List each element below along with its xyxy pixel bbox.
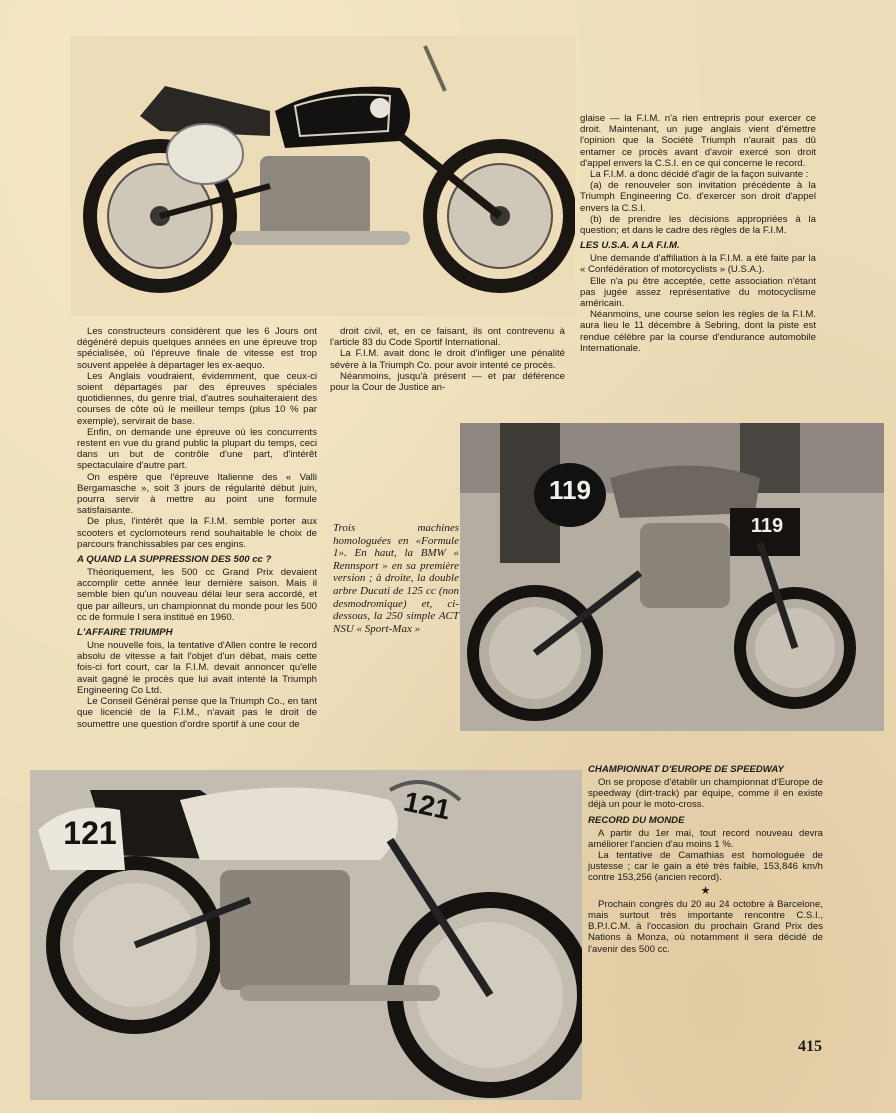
paragraph: Théoriquement, les 500 cc Grand Prix devaient accomplir cette année leur dernière saison. Mais il semble bien qu'un nouveau délai leur sera accordé, et que par ailleurs, un championnat du monde pour les 500 cc de formule I sera institué en 1960. bbox=[77, 567, 318, 623]
paragraph: La F.I.M. a donc décidé d'agir de la façon suivante : bbox=[590, 169, 809, 181]
paragraph: On espère que l'épreuve Italienne des « Valli Bergamasche », soit 3 jours de régularité début juin, pourra servir à mettre au point une formule satisfaisante. bbox=[77, 471, 317, 517]
paragraph: La tentative de Camathias est homologuée de justesse ; car le gain a été très faible, 153,846 km/h contre 153,256 (ancien record). bbox=[588, 850, 823, 884]
paragraph: droit civil, et, en ce faisant, ils ont contrevenu à l'article 83 du Code Sportif International. bbox=[330, 326, 565, 349]
paragraph: La F.I.M. avait donc le droit d'infliger une pénalité sévère à la Triumph Co. pour avoir intenté ce procès. bbox=[330, 348, 565, 371]
right-text-column bbox=[580, 113, 816, 354]
paragraph: Enfin, on demande une épreuve où les concurrents restent en vue du grand public la plupart du temps, ceci dans un but de contrôle d'une part, d'intérêt spectaculaire d'autre part. bbox=[77, 426, 317, 472]
left-text-column bbox=[77, 326, 317, 730]
motorcycle-illustration bbox=[460, 423, 884, 731]
section-heading: RECORD DU MONDE bbox=[588, 814, 685, 826]
page-number: 415 bbox=[798, 1038, 822, 1055]
section-heading: CHAMPIONNAT D'EUROPE DE SPEEDWAY bbox=[588, 764, 784, 775]
nsu-sportmax-photo bbox=[30, 770, 582, 1100]
paragraph: (b) de prendre les décisions appropriées à la question; et dans le cadre des règles de la F.I.M. bbox=[580, 213, 816, 237]
paragraph: Elle n'a pu être acceptée, cette association n'étant pas jugée assez représentative du motocyclisme américain. bbox=[580, 275, 816, 310]
paragraph: Les Anglais voudraient, évidemment, que ceux-ci soient départagés par des épreuves spéciales quotidiennes, du genre trial, d'autres souhaiteraient des courses de côte où le meilleur temps (plus 10 % par exemple), servirait de base. bbox=[77, 370, 317, 427]
section-heading: A QUAND LA SUPPRESSION DES 500 cc ? bbox=[77, 554, 272, 566]
paragraph: (a) de renouveler son invitation précédente à la Triumph Engineering Co. d'exercer son droit d'appel envers la C.S.I. bbox=[580, 180, 816, 214]
race-number-plate: 119 bbox=[549, 475, 591, 505]
paragraph: Les constructeurs considèrent que les 6 Jours ont dégénéré depuis quelques années en une épreuve trop spécialisée, où l'épreuve finale de vitesse est trop souvent appelée à départager les ex-aequo. bbox=[77, 326, 317, 371]
paragraph: Prochain congrès du 20 au 24 octobre à Barcelone, mais surtout très importante rencontre C.S.I., B.P.I.C.M. à l'occasion du prochain Grand Prix des Nations à Monza, où notamment il sera décidé de l'avenir des 500 cc. bbox=[588, 898, 823, 955]
bmw-rennsport-photo bbox=[70, 36, 575, 316]
paragraph: Le Conseil Général pense que la Triumph Co., en tant que licencié de la F.I.M., n'avait pas le droit de soumettre une question d'ordre sportif à une cour de bbox=[77, 696, 317, 730]
paragraph: De plus, l'intérêt que la F.I.M. semble porter aux scooters et cyclomoteurs rend souhaitable le choix de parcours franchissables par ces engins. bbox=[77, 516, 317, 550]
paragraph: Une nouvelle fois, la tentative d'Allen contre le record absolu de vitesse a fait l'objet d'un débat, mais cette fois-ci fort court, car la F.I.M. devait annoncer qu'elle avait gagné le procès que lui avait intenté la Triumph Engineering Co Ltd. bbox=[77, 640, 317, 696]
paragraph: On se propose d'établir un championnat d'Europe de speedway (dirt-track) par équipe, comme il en existe déjà un pour le moto-cross. bbox=[588, 777, 823, 811]
section-heading: L'AFFAIRE TRIUMPH bbox=[77, 627, 173, 639]
photo-caption: Trois machines homologuées en «Formule 1». En haut, la BMW « Rennsport » en sa première version ; à droite, la double arbre Ducati de 125 cc (non desmodromique) et, ci-dessous, la 250 simple ACT NSU « Sport-Max » bbox=[333, 522, 459, 635]
race-number-plate: 119 bbox=[750, 515, 784, 537]
lower-right-text-column bbox=[588, 760, 823, 955]
ducati-125-photo bbox=[460, 423, 884, 731]
paragraph: Néanmoins, jusqu'à présent — et par déférence pour la Cour de Justice an- bbox=[330, 370, 565, 394]
star-separator: ★ bbox=[700, 884, 711, 897]
section-heading: LES U.S.A. A LA F.I.M. bbox=[580, 240, 680, 252]
paragraph: A partir du 1er mai, tout record nouveau devra améliorer l'ancien d'au moins 1 %. bbox=[588, 827, 823, 850]
race-number-plate: 121 bbox=[401, 785, 454, 826]
middle-text-column bbox=[330, 326, 565, 393]
race-number-plate: 121 bbox=[63, 815, 117, 851]
paragraph: glaise — la F.I.M. n'a rien entrepris pour exercer ce droit. Maintenant, un juge anglais vient d'émettre l'opinion que la Société Triumph n'aurait pas dû entamer ce procès avant d'avoir exercé son droit d'appel envers la C.S.I. en ce qui concerne le record. bbox=[580, 113, 816, 169]
motorcycle-illustration bbox=[70, 36, 575, 316]
paragraph: Néanmoins, une course selon les règles de la F.I.M. aura lieu le 11 décembre à Sebring, dont la piste est rendue célèbre par la course d'endurance automobile Internationale. bbox=[580, 309, 816, 354]
paragraph: Une demande d'affiliation à la F.I.M. a été faite par la « Confédération of motorcyclists » (U.S.A.). bbox=[580, 253, 816, 276]
